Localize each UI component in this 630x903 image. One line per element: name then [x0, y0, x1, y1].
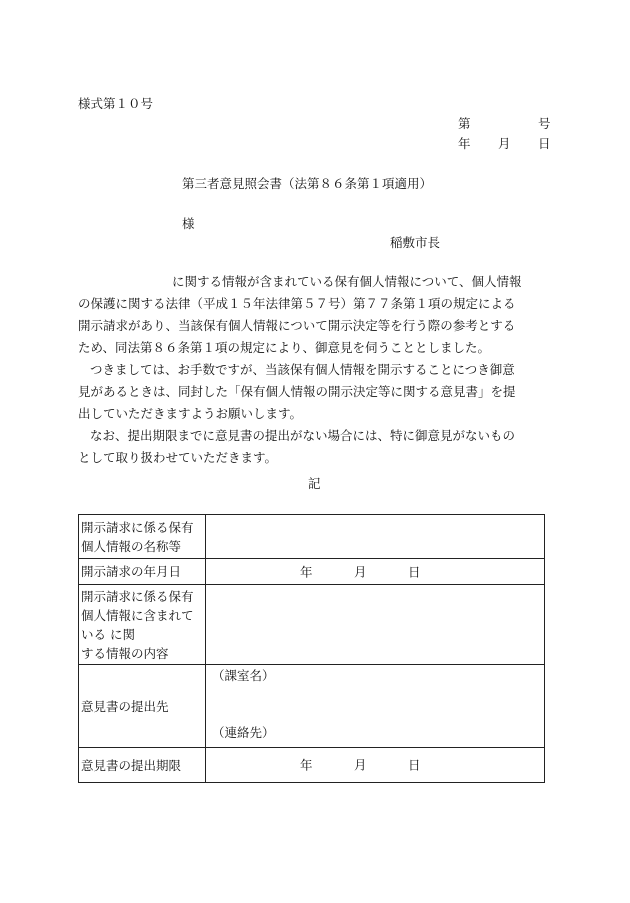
- body-line: 開示請求があり、当該保有個人情報について開示決定等を行う際の参考とする: [78, 318, 516, 333]
- request-month-label: 月: [354, 564, 367, 579]
- table-row: [79, 559, 545, 585]
- ref-go: 号: [538, 116, 551, 131]
- contact-label: （連絡先）: [212, 725, 275, 740]
- body-line: の保護に関する法律（平成１５年法律第５７号）第７７条第１項の規定による: [78, 296, 516, 311]
- table-row: [79, 665, 545, 748]
- date-day: 日: [538, 136, 551, 151]
- body-line: 出していただきますようお願いします。: [78, 406, 303, 421]
- table-row: [79, 585, 545, 665]
- row-label-item-name: 開示請求に係る保有 個人情報の名称等: [79, 515, 206, 559]
- request-year-label: 年: [300, 564, 313, 579]
- dept-label: （課室名）: [212, 668, 275, 683]
- table-row: [79, 748, 545, 783]
- ki-heading: 記: [308, 476, 321, 491]
- row-value-request-date[interactable]: [206, 559, 545, 585]
- date-month: 月: [498, 136, 511, 151]
- row-value-submit-to[interactable]: [206, 665, 545, 748]
- body-line: なお、提出期限までに意見書の提出がない場合には、特に御意見がないもの: [90, 428, 516, 443]
- body-line: 見があるときは、同封した「保有個人情報の開示決定等に関する意見書」を提: [78, 384, 516, 399]
- addressee-suffix: 様: [182, 216, 195, 231]
- body-line: つきましては、お手数ですが、当該保有個人情報を開示することにつき御意: [90, 362, 515, 377]
- row-label-submit-to: 意見書の提出先: [79, 665, 206, 748]
- body-text: [78, 271, 553, 469]
- deadline-year-label: 年: [300, 757, 313, 773]
- row-value-deadline[interactable]: [206, 748, 545, 783]
- form-number: 様式第１０号: [78, 96, 154, 111]
- deadline-day-label: 日: [408, 757, 421, 773]
- ref-dai: 第: [458, 116, 471, 131]
- row-value-item-name[interactable]: [206, 515, 545, 559]
- deadline-month-label: 月: [354, 757, 367, 773]
- row-label-deadline: 意見書の提出期限: [79, 748, 206, 783]
- body-line: ため、同法第８６条第１項の規定により、御意見を伺うこととしました。: [78, 340, 491, 355]
- date-year: 年: [458, 136, 471, 151]
- row-label-info-content: 開示請求に係る保有 個人情報に含まれて いる に関 する情報の内容: [79, 585, 206, 665]
- body-line: に関する情報が含まれている保有個人情報について、個人情報: [172, 274, 522, 289]
- body-line: として取り扱わせていただきます。: [78, 450, 278, 465]
- sender-name: 稲敷市長: [390, 235, 441, 250]
- request-day-label: 日: [408, 564, 421, 579]
- record-table: [78, 514, 545, 783]
- document-title: 第三者意見照会書（法第８６条第１項適用）: [182, 176, 433, 191]
- table-row: [79, 515, 545, 559]
- row-value-info-content[interactable]: [206, 585, 545, 665]
- row-label-request-date: 開示請求の年月日: [79, 559, 206, 585]
